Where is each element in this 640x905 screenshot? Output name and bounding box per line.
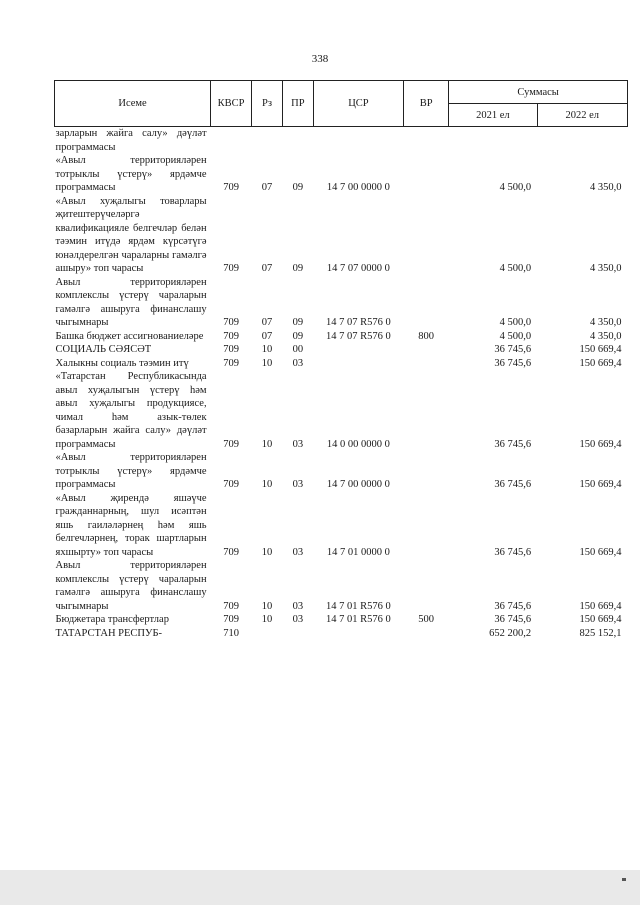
row-sum-2021: 4 500,0 bbox=[499, 317, 532, 328]
row-sum-2021: 36 745,6 bbox=[494, 600, 532, 612]
row-csr: 14 0 00 0000 0 bbox=[326, 438, 390, 450]
row-sum-2022: 150 669,4 bbox=[579, 357, 622, 369]
row-pr: 03 bbox=[292, 357, 304, 369]
row-vr: 500 bbox=[418, 614, 435, 625]
table-row bbox=[55, 613, 628, 627]
row-pr: 09 bbox=[292, 317, 304, 328]
table-row bbox=[55, 357, 628, 371]
row-sum-2021: 4 500,0 bbox=[499, 330, 532, 342]
row-vr bbox=[404, 195, 449, 276]
row-kvsr: 709 bbox=[223, 182, 239, 193]
row-vr bbox=[404, 370, 449, 451]
table-row bbox=[55, 370, 628, 451]
row-rz: 10 bbox=[261, 357, 273, 369]
row-vr bbox=[404, 627, 449, 641]
row-sum-2021: 36 745,6 bbox=[494, 546, 532, 558]
row-pr bbox=[282, 627, 313, 641]
row-sum-2022: 150 669,4 bbox=[579, 614, 622, 625]
row-name: Халыкны социаль тәэмин итү bbox=[55, 357, 189, 369]
row-vr bbox=[404, 343, 449, 357]
table-row bbox=[55, 559, 628, 613]
row-csr bbox=[313, 357, 403, 371]
row-sum-2021: 4 500,0 bbox=[499, 182, 532, 193]
row-vr bbox=[404, 154, 449, 195]
row-sum-2022: 4 350,0 bbox=[590, 330, 622, 342]
row-name: «Авыл җирендә яшәүче гражданнарның, шул исәптән яшь гаиләләрнең һәм яшь белгечләрнең, торак шартларын яхшырту» топ чарасы bbox=[55, 492, 207, 558]
row-rz: 10 bbox=[261, 600, 273, 612]
row-csr: 14 7 01 R576 0 bbox=[326, 600, 391, 612]
table-row bbox=[55, 276, 628, 330]
scan-mark bbox=[622, 878, 626, 881]
row-sum-2021: 36 745,6 bbox=[494, 357, 532, 369]
row-sum-2021: 36 745,6 bbox=[494, 614, 532, 625]
row-rz: 10 bbox=[261, 438, 273, 450]
table-row bbox=[55, 127, 628, 155]
row-name: Бюджетара трансфертлар bbox=[55, 614, 169, 625]
row-name: зарларын жайга салу» дәүләт программасы bbox=[55, 128, 207, 153]
row-sum-2022: 150 669,4 bbox=[579, 438, 622, 450]
row-pr: 03 bbox=[292, 614, 304, 625]
row-pr: 09 bbox=[292, 263, 304, 274]
row-name: ТАТАРСТАН РЕСПУБ- bbox=[55, 627, 162, 639]
table-row bbox=[55, 627, 628, 641]
row-sum-2021: 652 200,2 bbox=[489, 627, 532, 639]
row-sum-2022: 150 669,4 bbox=[579, 600, 622, 612]
header-name: Исеме bbox=[55, 81, 211, 127]
row-sum-2022: 4 350,0 bbox=[590, 182, 622, 193]
row-kvsr: 710 bbox=[223, 627, 239, 639]
table-row bbox=[55, 195, 628, 276]
row-csr: 14 7 00 0000 0 bbox=[326, 479, 390, 490]
row-rz: 10 bbox=[261, 614, 273, 625]
row-sum-2021: 4 500,0 bbox=[499, 263, 532, 274]
row-sum-2022: 4 350,0 bbox=[590, 317, 622, 328]
table-row bbox=[55, 451, 628, 492]
row-vr bbox=[404, 559, 449, 613]
row-name: СОЦИАЛЬ СӘЯСӘТ bbox=[55, 344, 152, 355]
row-name: «Авыл территорияләрен тотрыклы үстерү» ярдәмче программасы bbox=[55, 452, 207, 490]
row-csr: 14 7 07 R576 0 bbox=[326, 317, 391, 328]
row-sum-2021: 36 745,6 bbox=[494, 438, 532, 450]
row-sum-2021: 36 745,6 bbox=[494, 344, 532, 355]
table-body bbox=[55, 127, 628, 641]
row-csr: 14 7 01 0000 0 bbox=[326, 546, 390, 558]
row-name: «Авыл хуҗалыгы товарлары җитештерүчеләргә квалификацияле белгечләр белән тәэмин итүдә ярдәм күрсәтүгә юнәлдерелгән чараларны гамәлгә ашыру» топ чарасы bbox=[55, 195, 207, 274]
row-rz bbox=[252, 627, 283, 641]
row-kvsr: 709 bbox=[223, 479, 239, 490]
row-sum-2022: 150 669,4 bbox=[579, 344, 622, 355]
row-pr: 03 bbox=[292, 546, 304, 558]
row-pr: 09 bbox=[292, 330, 304, 342]
page-number: 338 bbox=[311, 53, 329, 65]
budget-table bbox=[54, 80, 628, 640]
header-year-2021: 2021 ел bbox=[449, 104, 537, 127]
row-sum-2022: 150 669,4 bbox=[579, 479, 622, 490]
row-name: Авыл территорияләрен комплекслы үстерү чараларын гамәлгә ашыруга финанслашу чыгымнары bbox=[55, 276, 207, 328]
header-pr: ПР bbox=[282, 81, 313, 127]
row-kvsr: 709 bbox=[223, 438, 239, 450]
scan-bottom-band bbox=[0, 870, 640, 905]
row-pr: 03 bbox=[292, 479, 304, 490]
row-csr bbox=[313, 127, 403, 155]
row-vr bbox=[404, 357, 449, 371]
row-pr: 09 bbox=[292, 182, 304, 193]
row-kvsr: 709 bbox=[223, 600, 239, 612]
row-rz: 07 bbox=[261, 330, 273, 342]
row-name: «Авыл территорияләрен тотрыклы үстерү» ярдәмче программасы bbox=[55, 155, 207, 193]
row-rz: 07 bbox=[261, 317, 273, 328]
header-rz: Рз bbox=[252, 81, 283, 127]
row-csr: 14 7 01 R576 0 bbox=[326, 614, 391, 625]
row-rz: 10 bbox=[261, 479, 273, 490]
table-row bbox=[55, 492, 628, 560]
row-kvsr: 709 bbox=[223, 263, 239, 274]
table-row bbox=[55, 154, 628, 195]
row-csr bbox=[313, 343, 403, 357]
row-sum-2021 bbox=[449, 127, 537, 155]
row-sum-2022: 4 350,0 bbox=[590, 263, 622, 274]
row-kvsr: 709 bbox=[223, 317, 239, 328]
row-name: Башка бюджет ассигнованиеләре bbox=[55, 330, 204, 342]
row-pr: 03 bbox=[292, 438, 304, 450]
row-csr: 14 7 07 R576 0 bbox=[326, 330, 391, 342]
header-csr: ЦСР bbox=[313, 81, 403, 127]
table-row bbox=[55, 343, 628, 357]
row-kvsr: 709 bbox=[223, 546, 239, 558]
row-pr bbox=[282, 127, 313, 155]
header-kvsr: КВСР bbox=[211, 81, 252, 127]
row-vr bbox=[404, 451, 449, 492]
row-rz: 10 bbox=[261, 546, 273, 558]
row-sum-2022: 150 669,4 bbox=[579, 546, 622, 558]
row-name: Авыл территорияләрен комплекслы үстерү чараларын гамәлгә ашыруга финанслашу чыгымнары bbox=[55, 560, 207, 612]
header-vr: ВР bbox=[404, 81, 449, 127]
row-csr: 14 7 00 0000 0 bbox=[326, 182, 390, 193]
row-sum-2022 bbox=[537, 127, 627, 155]
row-csr: 14 7 07 0000 0 bbox=[326, 263, 390, 274]
row-kvsr: 709 bbox=[223, 330, 239, 342]
row-rz: 07 bbox=[261, 182, 273, 193]
row-pr: 00 bbox=[292, 344, 304, 355]
table-row bbox=[55, 330, 628, 344]
row-vr bbox=[404, 492, 449, 560]
header-year-2022: 2022 ел bbox=[537, 104, 627, 127]
row-sum-2021: 36 745,6 bbox=[494, 479, 532, 490]
row-kvsr: 709 bbox=[223, 357, 239, 369]
row-vr bbox=[404, 276, 449, 330]
table-header bbox=[55, 81, 628, 127]
row-kvsr bbox=[211, 127, 252, 155]
row-name: «Татарстан Республикасында авыл хуҗалыгын үстерү һәм авыл хуҗалыгы продукциясе, чимал һәм азык-төлек базарларын жайга салу» дәүләт программасы bbox=[55, 371, 207, 450]
row-vr: 800 bbox=[418, 330, 435, 342]
header-sums: Суммасы bbox=[449, 81, 628, 104]
row-rz bbox=[252, 127, 283, 155]
row-csr bbox=[313, 627, 403, 641]
row-kvsr: 709 bbox=[223, 344, 239, 355]
row-pr: 03 bbox=[292, 600, 304, 612]
row-sum-2022: 825 152,1 bbox=[579, 627, 622, 639]
row-rz: 07 bbox=[261, 263, 273, 274]
row-kvsr: 709 bbox=[223, 614, 239, 625]
row-rz: 10 bbox=[261, 344, 273, 355]
row-vr bbox=[404, 127, 449, 155]
